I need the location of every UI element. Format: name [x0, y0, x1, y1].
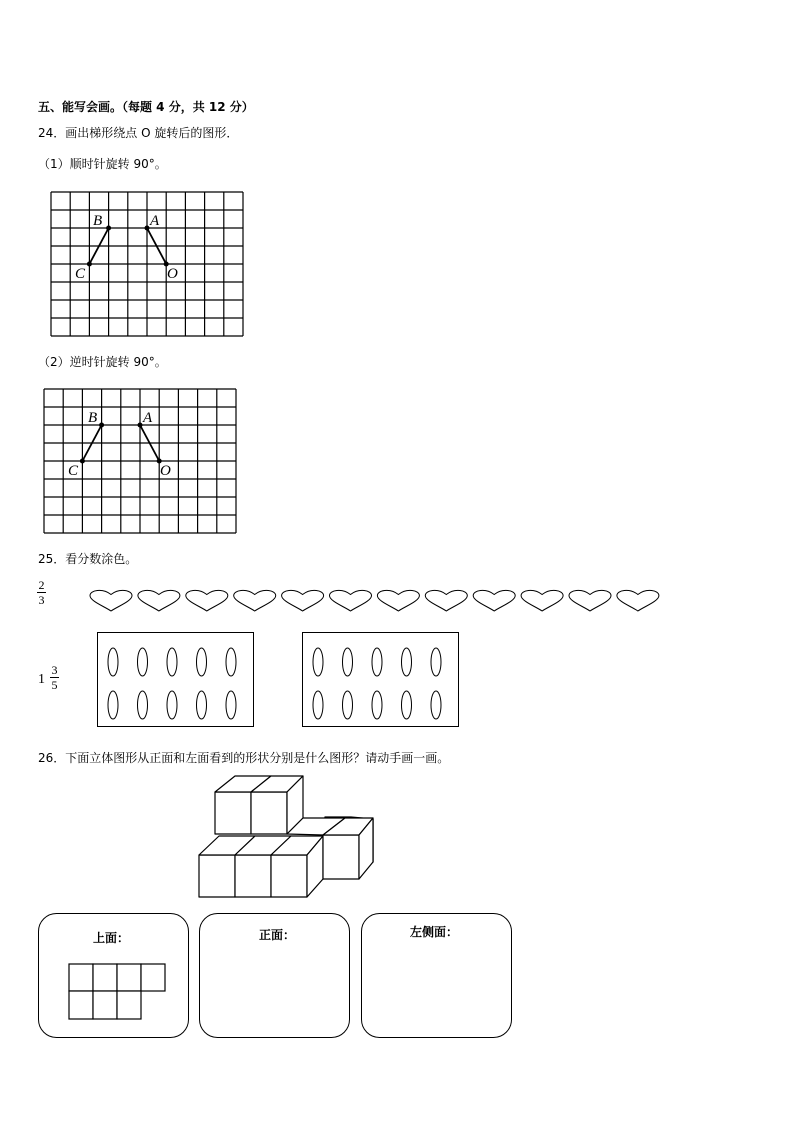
- oval-shape[interactable]: [372, 648, 382, 676]
- oval-shape[interactable]: [197, 691, 207, 719]
- q25-stem: 25．看分数涂色。: [38, 552, 138, 566]
- heart-shape[interactable]: [569, 590, 611, 611]
- label-c: C: [68, 463, 79, 479]
- oval-shape[interactable]: [226, 648, 236, 676]
- q24-stem: 24．画出梯形绕点 O 旋转后的图形．: [38, 126, 239, 140]
- oval-shape[interactable]: [138, 691, 148, 719]
- q24-part2: （2）逆时针旋转 90°。: [38, 355, 167, 369]
- label-o: O: [160, 463, 171, 479]
- heart-shape[interactable]: [90, 590, 132, 611]
- fraction-denominator: 3: [38, 593, 45, 607]
- cube-solid-figure: [195, 773, 380, 901]
- oval-shape[interactable]: [167, 691, 177, 719]
- oval-shape[interactable]: [108, 691, 118, 719]
- heart-shape[interactable]: [282, 590, 324, 611]
- fraction-numerator: 3: [51, 663, 58, 677]
- label-b: B: [88, 410, 98, 426]
- label-a: A: [150, 213, 160, 229]
- grid-clockwise[interactable]: [51, 192, 243, 337]
- point-c: [87, 262, 92, 267]
- oval-shape[interactable]: [343, 691, 353, 719]
- heart-shape[interactable]: [617, 590, 659, 611]
- grid-counterclockwise[interactable]: [44, 389, 236, 534]
- heart-shape[interactable]: [377, 590, 419, 611]
- q24-part1: （1）顺时针旋转 90°。: [38, 157, 167, 171]
- heart-shape[interactable]: [138, 590, 180, 611]
- oval-shape[interactable]: [138, 648, 148, 676]
- fraction-two-thirds: [37, 579, 46, 606]
- oval-shape[interactable]: [343, 648, 353, 676]
- view-label-left: 左侧面：: [410, 925, 459, 939]
- hearts-row[interactable]: [88, 587, 663, 613]
- fraction-denominator: 5: [51, 678, 58, 692]
- oval-shape[interactable]: [431, 648, 441, 676]
- label-a: A: [143, 410, 153, 426]
- oval-shape[interactable]: [167, 648, 177, 676]
- view-label-front: 正面：: [259, 928, 296, 942]
- view-box-top[interactable]: [38, 913, 189, 1038]
- heart-shape[interactable]: [425, 590, 467, 611]
- point-a: [138, 423, 143, 428]
- oval-shape[interactable]: [431, 691, 441, 719]
- point-a: [145, 226, 150, 231]
- oval-box-2[interactable]: [302, 632, 459, 727]
- point-b: [106, 226, 111, 231]
- heart-shape[interactable]: [186, 590, 228, 611]
- view-box-front[interactable]: [199, 913, 350, 1038]
- oval-box-1[interactable]: [97, 632, 254, 727]
- label-c: C: [75, 266, 86, 282]
- heart-shape[interactable]: [473, 590, 515, 611]
- oval-shape[interactable]: [313, 648, 323, 676]
- label-o: O: [167, 266, 178, 282]
- point-b: [99, 423, 104, 428]
- oval-shape[interactable]: [313, 691, 323, 719]
- oval-shape[interactable]: [197, 648, 207, 676]
- heart-shape[interactable]: [234, 590, 276, 611]
- mixed-whole: 1: [38, 672, 45, 687]
- view-box-left[interactable]: [361, 913, 512, 1038]
- heart-shape[interactable]: [521, 590, 563, 611]
- q26-stem: 26．下面立体图形从正面和左面看到的形状分别是什么图形？请动手画一画。: [38, 751, 450, 765]
- oval-shape[interactable]: [402, 648, 412, 676]
- fraction-numerator: 2: [38, 578, 45, 592]
- view-label-top: 上面：: [93, 931, 130, 945]
- section-title: 五、能写会画。（每题 4 分，共 12 分）: [38, 100, 254, 114]
- oval-shape[interactable]: [372, 691, 382, 719]
- point-c: [80, 459, 85, 464]
- oval-shape[interactable]: [108, 648, 118, 676]
- label-b: B: [93, 213, 103, 229]
- heart-shape[interactable]: [330, 590, 372, 611]
- oval-shape[interactable]: [402, 691, 412, 719]
- oval-shape[interactable]: [226, 691, 236, 719]
